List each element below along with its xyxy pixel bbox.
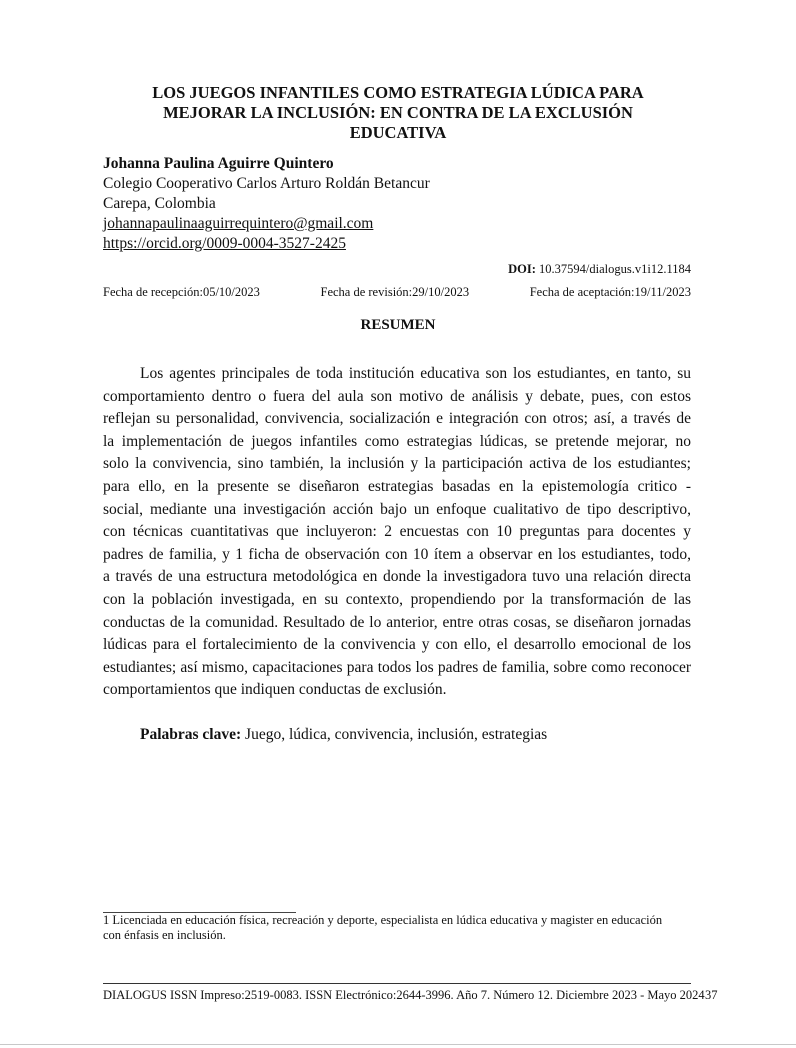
author-location: Carepa, Colombia <box>103 195 216 212</box>
keywords-label: Palabras clave: <box>140 726 242 743</box>
title-line-1: LOS JUEGOS INFANTILES COMO ESTRATEGIA LÚDICA PARA <box>152 83 644 102</box>
abstract-line: conductas de la comunidad. Resultado de lo anterior, entre otras cosas, se diseñaron jornadas <box>103 613 691 631</box>
author-block <box>103 154 430 254</box>
footnote-line: 1 Licenciada en educación física, recreación y deporte, especialista en lúdica educativa y magister en educación <box>103 913 663 927</box>
publication-dates <box>103 285 691 300</box>
abstract-line: a través de una estructura metodológica en donde la investigadora tuvo una relación directa <box>103 568 691 586</box>
abstract-body <box>103 363 691 702</box>
doi-label: DOI: <box>508 262 536 276</box>
author-name: Johanna Paulina Aguirre Quintero <box>103 155 334 172</box>
abstract-line: con técnicas cuantitativas que incluyeron: 2 encuestas con 10 preguntas para docentes y <box>103 523 691 541</box>
abstract-line: para ello, en la presente se diseñaron estrategias basadas en la epistemología critico - <box>103 477 691 495</box>
abstract-line: padres de familia, y 1 ficha de observación con 10 ítem a observar en los estudiantes, todo, <box>103 545 691 563</box>
date-received: Fecha de recepción:05/10/2023 <box>103 285 260 299</box>
keywords <box>140 726 547 744</box>
journal-footer: DIALOGUS ISSN Impreso:2519-0083. ISSN Electrónico:2644-3996. Año 7. Número 12. Diciembre 2023 - Mayo 2024 <box>103 988 705 1002</box>
abstract-heading: RESUMEN <box>360 317 436 333</box>
page-edge-divider <box>0 1044 796 1045</box>
doi <box>508 262 691 277</box>
abstract-line: comportamientos que indiquen conductas de exclusión. <box>103 681 447 699</box>
abstract-line: con la población investigada, en su contexto, propendiendo por la transformación de las <box>103 590 691 608</box>
author-orcid-link[interactable]: https://orcid.org/0009-0004-3527-2425 <box>103 235 346 252</box>
abstract-line: comportamiento dentro o fuera del aula son motivo de análisis y debate, pues, con estos <box>103 387 691 405</box>
doi-value: 10.37594/dialogus.v1i12.1184 <box>539 262 691 276</box>
title-line-3: EDUCATIVA <box>349 123 447 142</box>
date-accepted: Fecha de aceptación:19/11/2023 <box>529 285 691 299</box>
keywords-text: Juego, lúdica, convivencia, inclusión, estrategias <box>241 726 548 743</box>
abstract-line: Los agentes principales de toda institución educativa son los estudiantes, en tanto, su <box>140 365 691 382</box>
footer-divider <box>103 983 691 984</box>
footnote <box>103 913 693 942</box>
abstract-line: solo la convivencia, sino también, la inclusión y la participación activa de los estudiantes; <box>103 455 691 473</box>
page-number: 37 <box>705 988 718 1002</box>
abstract-line: social, mediante una investigación acción bajo un enfoque cualitativo de tipo descriptivo, <box>103 500 691 518</box>
abstract-line: reflejan su personalidad, convivencia, socialización e integración con otros; así, a través de <box>103 410 691 428</box>
footnote-line: con énfasis en inclusión. <box>103 927 226 942</box>
author-email-link[interactable]: johannapaulinaaguirrequintero@gmail.com <box>103 215 374 232</box>
abstract-line: lúdicas para el fortalecimiento de la convivencia y con ello, el desarrollo emocional de los <box>103 636 691 654</box>
abstract-line: estudiantes; así mismo, capacitaciones para todos los padres de familia, sobre como reconocer <box>103 658 691 676</box>
title-line-2: MEJORAR LA INCLUSIÓN: EN CONTRA DE LA EXCLUSIÓN <box>163 103 633 122</box>
abstract-line: la implementación de juegos infantiles como estrategias lúdicas, se pretende mejorar, no <box>103 432 691 450</box>
date-revised: Fecha de revisión:29/10/2023 <box>320 285 470 299</box>
article-title <box>120 83 676 143</box>
author-institution: Colegio Cooperativo Carlos Arturo Roldán Betancur <box>103 175 430 192</box>
